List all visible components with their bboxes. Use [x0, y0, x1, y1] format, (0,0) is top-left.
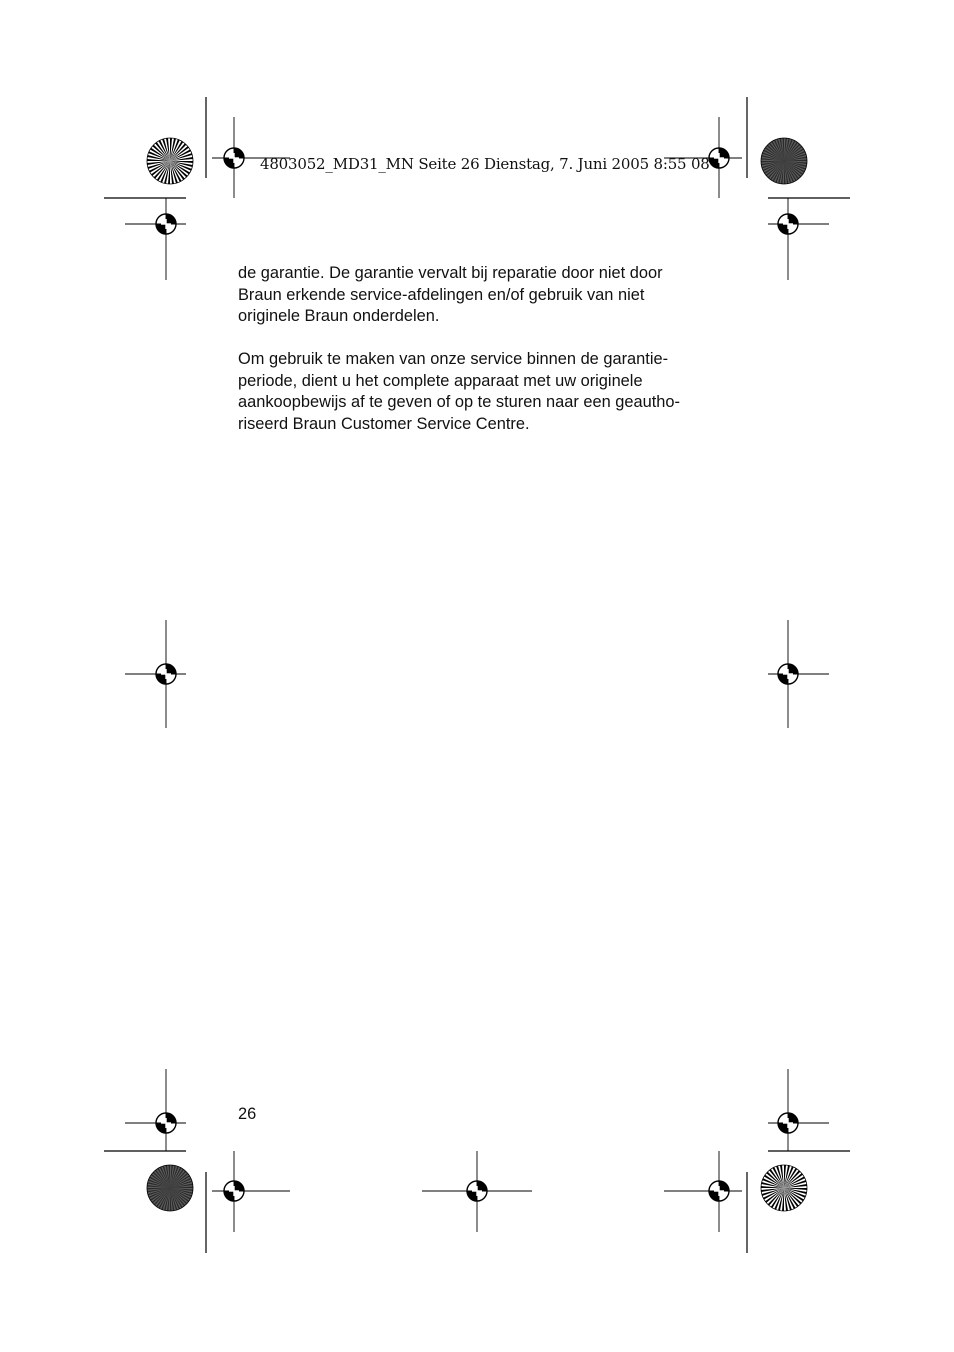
star-target-icon — [147, 1165, 193, 1211]
star-target-icon — [761, 1165, 807, 1211]
star-target-icon — [147, 138, 193, 184]
print-slug-header: 4803052_MD31_MN Seite 26 Dienstag, 7. Juni 2005 8:55 08 — [260, 155, 710, 173]
text-line: periode, dient u het complete apparaat met uw originele — [238, 371, 643, 390]
text-line: riseerd Braun Customer Service Centre. — [238, 414, 530, 433]
text-line: originele Braun onderdelen. — [238, 307, 440, 326]
text-line: Braun erkende service-afdelingen en/of gebruik van niet — [238, 285, 645, 304]
text-line: de garantie. De garantie vervalt bij reparatie door niet door — [238, 264, 663, 282]
star-target-icon — [761, 138, 807, 184]
paragraph-warranty-void — [238, 263, 718, 328]
text-line: aankoopbewijs af te geven of op te sturen naar een geautho- — [238, 393, 680, 412]
page-number: 26 — [238, 1105, 257, 1123]
text-line: Om gebruik te maken van onze service binnen de garantie- — [238, 350, 669, 368]
paragraph-service-instructions — [238, 349, 718, 435]
